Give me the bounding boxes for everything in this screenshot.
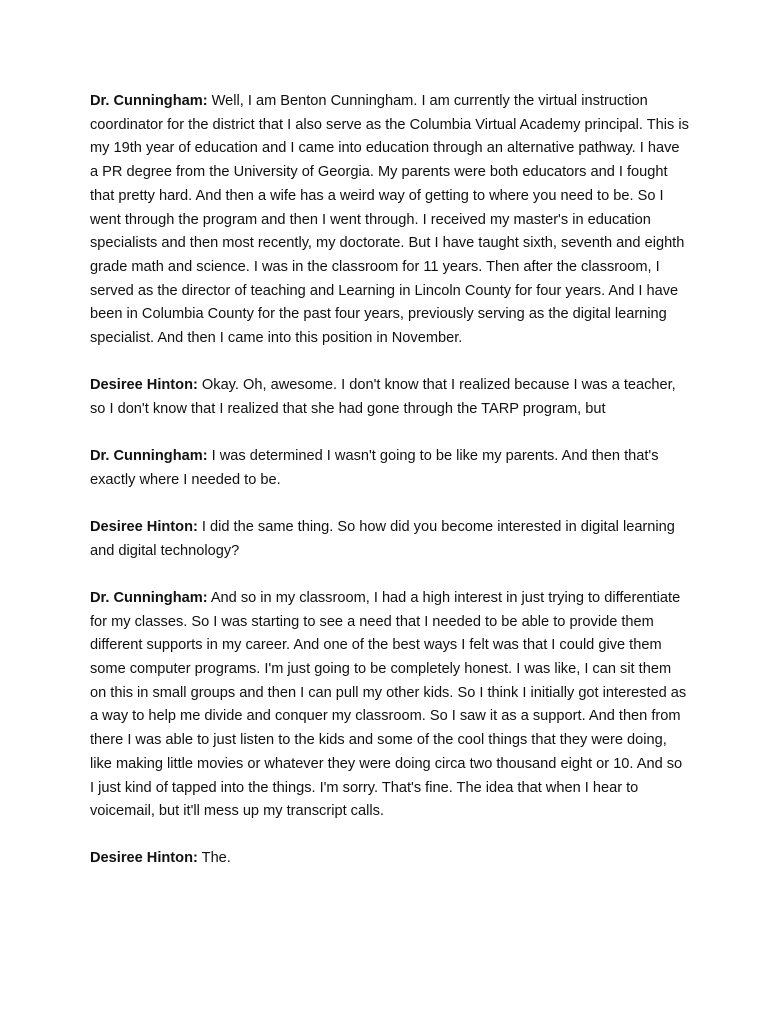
transcript-turn — [90, 445, 690, 492]
turn-text: I did the same thing. So how did you become interested in digital learning and digital technology? — [90, 519, 675, 559]
turn-text: Well, I am Benton Cunningham. I am currently the virtual instruction coordinator for the district that I also serve as the Columbia Virtual Academy principal. This is my 19th year of education and I came into education through an alternative pathway. I have a PR degree from the University of Georgia. My parents were both educators and I fought that pretty hard. And then a wife has a weird way of getting to where you need to be. So I went through the program and then I went through. I received my master's in education specialists and then most recently, my doctorate. But I have taught sixth, seventh and eighth grade math and science. I was in the classroom for 11 years. Then after the classroom, I served as the director of teaching and Learning in Lincoln County for four years. And I have been in Columbia County for the past four years, previously serving as the digital learning specialist. And then I came into this position in November. — [90, 93, 689, 347]
turn-text: Okay. Oh, awesome. I don't know that I realized because I was a teacher, so I don't know that I realized that she had gone through the TARP program, but — [90, 377, 676, 417]
transcript-turn — [90, 516, 690, 563]
transcript-turn — [90, 374, 690, 421]
turn-text: The. — [201, 850, 231, 867]
transcript-page — [90, 90, 690, 895]
turn-text: And so in my classroom, I had a high interest in just trying to differentiate for my classes. So I was starting to see a need that I needed to be able to provide them different supports in my career. And one of the best ways I felt was that I could give them some computer programs. I'm just going to be completely honest. I was like, I can sit them on this in small groups and then I can pull my other kids. So I think I initially got interested as a way to help me divide and conquer my classroom. So I saw it as a support. And then from there I was able to just listen to the kids and some of the cool things that they were doing, like making little movies or whatever they were doing circa two thousand eight or 10. And so I just kind of tapped into the things. I'm sorry. That's fine. The idea that when I hear to voicemail, but it'll mess up my transcript calls. — [90, 589, 687, 820]
speaker-name: Dr. Cunningham: — [90, 448, 208, 465]
speaker-name: Dr. Cunningham: — [90, 93, 208, 109]
speaker-name: Desiree Hinton: — [90, 377, 198, 394]
transcript-turn — [90, 847, 690, 871]
transcript-turn — [90, 90, 690, 351]
speaker-name: Desiree Hinton: — [90, 850, 198, 867]
transcript-turn — [90, 587, 690, 824]
speaker-name: Desiree Hinton: — [90, 519, 198, 536]
turn-text: I was determined I wasn't going to be like my parents. And then that's exactly where I needed to be. — [90, 448, 659, 488]
speaker-name: Dr. Cunningham: — [90, 589, 208, 606]
